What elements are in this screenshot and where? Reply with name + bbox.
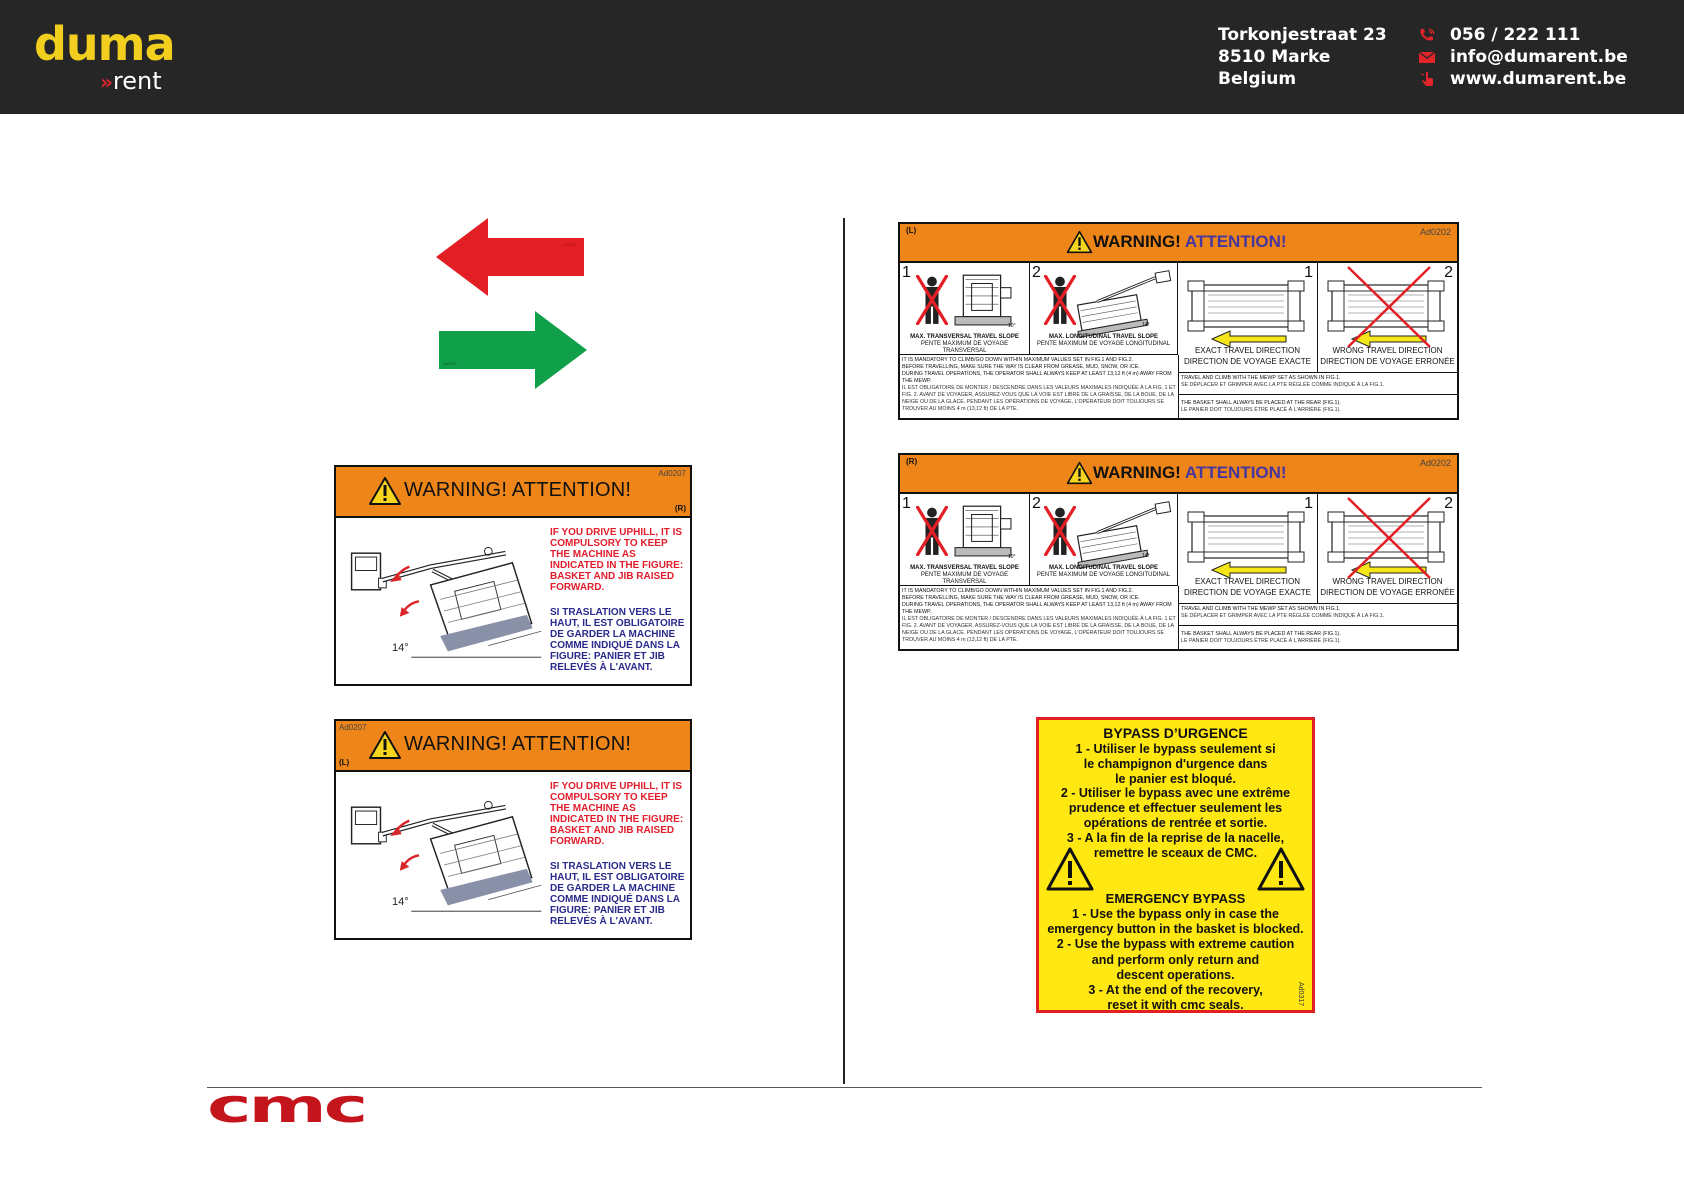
bypass-text-fr <box>1047 742 1304 860</box>
slope-angle: 14° <box>392 642 409 654</box>
decal-code: Ad0202 <box>1419 227 1451 237</box>
bypass-title-fr: BYPASS D’URGENCE <box>1103 725 1248 741</box>
decal-side: (R) <box>906 457 918 466</box>
logo-primary: duma <box>34 17 175 71</box>
phone-icon <box>1418 27 1436 43</box>
bypass-line: 3 - A la fin de la reprise de la nacelle, <box>1066 830 1285 845</box>
decal-title <box>1093 463 1287 483</box>
panel-caption-fr: DIRECTION DE VOYAGE EXACTE <box>1184 588 1311 597</box>
panel-number: 1 <box>902 264 911 281</box>
panel-number: 2 <box>1444 495 1453 512</box>
panel-caption-en: WRONG TRAVEL DIRECTION <box>1332 346 1443 355</box>
bypass-line: descent operations. <box>1116 967 1235 982</box>
slope-angle: 14° <box>1142 553 1150 559</box>
instruction-line-fr: IL EST OBLIGATOIRE DE MONTER / DESCENDRE DANS LES VALEURS MAXIMALES INDIQUÉE À LA FIG. 1 ET FIG. 2. AVANT DE VOYAGER, ASSUREZ-VOUS QUE LA VOIE EST LIBRE DE LA GRAISSE, DE LA BOUE, DE LA NEIGE OU DE LA GLACE. PENDANT LES OPÉRATIONS DE VOYAGE, L'OPÉRATEUR DOIT TOUJOURS SE TROUVER AU MOINS 4 m (13,12 ft) DE LA PTE. <box>902 616 1176 643</box>
travel-note-2 <box>1181 631 1453 645</box>
decal-code: Ad0207 <box>339 723 367 732</box>
panel-transversal-slope <box>900 263 1030 355</box>
decal-text-fr: SI TRASLATION VERS LE HAUT, IL EST OBLIGATOIRE DE GARDER LA MACHINE COMME INDIQUÉ DANS LA FIGURE: PANIER ET JIB RELEVÉS À L'AVANT. <box>550 607 685 673</box>
man-crossed-icon <box>916 275 948 325</box>
panel-transversal-slope <box>900 494 1030 586</box>
travel-instructions <box>902 357 1176 413</box>
note-line-en: TRAVEL AND CLIMB WITH THE MEWP SET AS SHOWN IN FIG.1. <box>1181 606 1341 612</box>
decal-header <box>336 467 690 518</box>
instruction-line: IT IS MANDATORY TO CLIMB/GO DOWN WITHIN MAXIMUM VALUES SET IN FIG.1 AND FIG.2. <box>902 357 1134 363</box>
slope-angle: 14° <box>1142 322 1150 328</box>
bypass-text-en <box>1039 907 1312 1013</box>
panel-caption-en: MAX. TRANSVERSAL TRAVEL SLOPE <box>910 334 1019 340</box>
slope-angle: 10° <box>1008 554 1016 560</box>
panel-exact-direction <box>1178 494 1318 604</box>
panel-wrong-direction <box>1318 263 1457 373</box>
address-city: 8510 Marke <box>1218 47 1331 67</box>
emergency-bypass-decal <box>1036 717 1315 1013</box>
logo-mark: » <box>100 70 113 94</box>
decal-body <box>336 518 690 684</box>
slope-angle: 14° <box>392 896 409 908</box>
panel-caption-fr: DIRECTION DE VOYAGE EXACTE <box>1184 357 1311 366</box>
warning-triangle-icon <box>1066 461 1093 485</box>
bypass-line: reset it with cmc seals. <box>1107 998 1244 1013</box>
decal-title-en: WARNING! <box>1093 232 1181 251</box>
decal-title: WARNING! ATTENTION! <box>404 479 632 501</box>
travel-instructions <box>902 588 1176 644</box>
contact-email-text[interactable]: info@dumarent.be <box>1450 47 1628 67</box>
red-arrow-left <box>434 216 586 298</box>
cross-out-icon <box>1344 496 1434 580</box>
contact-phone-text: 056 / 222 111 <box>1450 25 1581 45</box>
panel-wrong-direction <box>1318 494 1457 604</box>
slope-angle: 10° <box>1008 323 1016 329</box>
instruction-line: BEFORE TRAVELLING, MAKE SURE THE WAY IS CLEAR FROM GREASE, MUD, SNOW, OR ICE. <box>902 595 1140 601</box>
uphill-warning-decal-right <box>334 465 692 686</box>
divider <box>1178 355 1179 418</box>
panel-caption-fr: PENTE MAXIMUM DE VOYAGE TRANSVERSAL <box>920 341 1009 354</box>
bypass-line: 1 - Use the bypass only in case the <box>1071 907 1280 921</box>
envelope-icon <box>1418 49 1436 65</box>
decal-title-en: WARNING! <box>1093 463 1181 482</box>
note-line-fr: LE PANIER DOIT TOUJOURS ÊTRE PLACÉ À L'ARRIÈRE (FIG.1). <box>1181 407 1341 413</box>
bypass-line: le champignon d'urgence dans <box>1083 756 1268 771</box>
travel-warning-decal-left <box>898 222 1459 420</box>
bypass-code: Ad0317 <box>1297 982 1304 1007</box>
instruction-line: IT IS MANDATORY TO CLIMB/GO DOWN WITHIN MAXIMUM VALUES SET IN FIG.1 AND FIG.2. <box>902 588 1134 594</box>
machine-side-illustration <box>1066 497 1178 573</box>
note-line-en: THE BASKET SHALL ALWAYS BE PLACED AT THE REAR (FIG.1). <box>1181 631 1341 637</box>
address-country: Belgium <box>1218 69 1297 89</box>
decal-code: Ad0207 <box>658 469 686 478</box>
travel-warning-decal-right <box>898 453 1459 651</box>
panel-number: 2 <box>1032 495 1041 512</box>
column-divider <box>843 218 845 1084</box>
decal-side: (R) <box>674 504 686 513</box>
warning-triangle-icon <box>368 476 402 506</box>
panel-longitudinal-slope <box>1030 263 1178 355</box>
warning-triangle-icon <box>1045 846 1095 892</box>
panel-caption-fr: PENTE MAXIMUM DE VOYAGE LONGITUDINAL <box>1036 572 1171 578</box>
panel-longitudinal-slope <box>1030 494 1178 586</box>
bypass-line: 2 - Utiliser le bypass avec une extrême <box>1060 786 1291 801</box>
cmc-logo-text: cmc <box>207 1088 365 1124</box>
panel-caption-en: MAX. TRANSVERSAL TRAVEL SLOPE <box>910 565 1019 571</box>
panel-caption-en: EXACT TRAVEL DIRECTION <box>1194 346 1301 355</box>
decal-body <box>336 772 690 938</box>
bypass-line: remettre le sceaux de CMC. <box>1093 845 1258 860</box>
panel-number: 1 <box>1304 264 1313 281</box>
travel-note-2 <box>1181 400 1453 414</box>
travel-note-1 <box>1181 606 1453 620</box>
decal-side: (L) <box>339 758 350 767</box>
bypass-title-en: EMERGENCY BYPASS <box>1105 891 1246 906</box>
decal-code: Ad0202 <box>1419 458 1451 468</box>
green-arrow-right <box>437 309 589 391</box>
red-arrow-code: Ad0002 <box>562 242 576 247</box>
machine-front-illustration <box>950 500 1016 558</box>
panel-caption-en: MAX. LONGITUDINAL TRAVEL SLOPE <box>1048 334 1158 340</box>
green-arrow-code: Ad0001 <box>443 361 457 366</box>
note-line-en: TRAVEL AND CLIMB WITH THE MEWP SET AS SHOWN IN FIG.1. <box>1181 375 1341 381</box>
contact-website-text[interactable]: www.dumarent.be <box>1450 69 1627 89</box>
warning-triangle-icon <box>1256 846 1306 892</box>
uphill-warning-decal-left <box>334 719 692 940</box>
decal-header <box>900 455 1457 494</box>
man-crossed-icon <box>916 506 948 556</box>
note-line-en: THE BASKET SHALL ALWAYS BE PLACED AT THE REAR (FIG.1). <box>1181 400 1341 406</box>
decal-title: WARNING! ATTENTION! <box>404 733 632 755</box>
machine-front-illustration <box>950 269 1016 327</box>
panel-number: 1 <box>902 495 911 512</box>
cross-out-icon <box>1344 265 1434 349</box>
note-line-fr: SE DÉPLACER ET GRIMPER AVEC LA PTE RÉGLÉE COMME INDIQUÉ À LA FIG.1. <box>1181 382 1385 388</box>
pointer-icon <box>1418 71 1436 87</box>
uphill-machine-illustration <box>340 786 550 916</box>
bypass-line: and perform only return and <box>1091 952 1260 967</box>
panel-caption-en: MAX. LONGITUDINAL TRAVEL SLOPE <box>1048 565 1158 571</box>
warning-triangle-icon <box>368 730 402 760</box>
bypass-line: 1 - Utiliser le bypass seulement si <box>1075 742 1276 756</box>
panel-number: 2 <box>1032 264 1041 281</box>
duma-rent-logo <box>34 17 184 95</box>
bypass-line: 2 - Use the bypass with extreme caution <box>1056 937 1295 952</box>
cmc-logo <box>207 1088 367 1124</box>
machine-top-illustration <box>1186 277 1306 349</box>
panel-caption-fr: PENTE MAXIMUM DE VOYAGE TRANSVERSAL <box>920 572 1009 585</box>
address-street: Torkonjestraat 23 <box>1218 25 1387 45</box>
panel-caption-fr: DIRECTION DE VOYAGE ERRONÉE <box>1320 357 1455 366</box>
bypass-line: emergency button in the basket is blocked. <box>1047 922 1304 937</box>
instruction-line: DURING TRAVEL OPERATIONS, THE OPERATOR SHALL ALWAYS KEEP AT LEAST 13,12 ft (4 m) AWAY FROM THE MEWP. <box>902 602 1172 615</box>
divider <box>1178 586 1179 649</box>
warning-triangle-icon <box>1066 230 1093 254</box>
instruction-line: BEFORE TRAVELLING, MAKE SURE THE WAY IS CLEAR FROM GREASE, MUD, SNOW, OR ICE. <box>902 364 1140 370</box>
decal-title <box>1093 232 1287 252</box>
instruction-line-fr: IL EST OBLIGATOIRE DE MONTER / DESCENDRE DANS LES VALEURS MAXIMALES INDIQUÉE À LA FIG. 1 ET FIG. 2. AVANT DE VOYAGER, ASSUREZ-VOUS QUE LA VOIE EST LIBRE DE LA GRAISSE, DE LA BOUE, DE LA NEIGE OU DE LA GLACE. PENDANT LES OPÉRATIONS DE VOYAGE, L'OPÉRATEUR DOIT TOUJOURS SE TROUVER AU MOINS 4 m (13,12 ft) DE LA PTE. <box>902 385 1176 412</box>
panel-caption-fr: DIRECTION DE VOYAGE ERRONÉE <box>1320 588 1455 597</box>
bypass-line: prudence et effectuer seulement les <box>1068 801 1283 816</box>
decal-side: (L) <box>906 226 917 235</box>
logo-secondary-wrap <box>100 68 162 95</box>
decal-text-fr: SI TRASLATION VERS LE HAUT, IL EST OBLIGATOIRE DE GARDER LA MACHINE COMME INDIQUÉ DANS LA FIGURE: PANIER ET JIB RELEVÉS À L'AVANT. <box>550 861 685 927</box>
bypass-line: 3 - At the end of the recovery, <box>1088 983 1263 998</box>
panel-caption-en: WRONG TRAVEL DIRECTION <box>1332 577 1443 586</box>
bypass-line: le panier est bloqué. <box>1115 771 1236 786</box>
decal-header <box>900 224 1457 263</box>
decal-title-fr: ATTENTION! <box>1184 232 1287 251</box>
logo-secondary: rent <box>112 67 162 95</box>
decal-text-en: IF YOU DRIVE UPHILL, IT IS COMPULSORY TO KEEP THE MACHINE AS INDICATED IN THE FIGURE: BASKET AND JIB RAISED FORWARD. <box>550 781 684 847</box>
panel-caption-fr: PENTE MAXIMUM DE VOYAGE LONGITUDINAL <box>1036 341 1171 347</box>
decal-text-en: IF YOU DRIVE UPHILL, IT IS COMPULSORY TO KEEP THE MACHINE AS INDICATED IN THE FIGURE: BASKET AND JIB RAISED FORWARD. <box>550 527 684 593</box>
travel-note-1 <box>1181 375 1453 389</box>
divider <box>1178 394 1457 395</box>
bypass-line: opérations de rentrée et sortie. <box>1083 815 1268 830</box>
note-line-fr: SE DÉPLACER ET GRIMPER AVEC LA PTE RÉGLÉE COMME INDIQUÉ À LA FIG.1. <box>1181 613 1385 619</box>
machine-side-illustration <box>1066 266 1178 342</box>
panel-number: 2 <box>1444 264 1453 281</box>
page-header <box>0 0 1684 114</box>
footer-divider <box>207 1087 1482 1088</box>
panel-caption-en: EXACT TRAVEL DIRECTION <box>1194 577 1301 586</box>
uphill-machine-illustration <box>340 532 550 662</box>
decal-header <box>336 721 690 772</box>
panel-exact-direction <box>1178 263 1318 373</box>
divider <box>1178 625 1457 626</box>
panel-number: 1 <box>1304 495 1313 512</box>
company-address <box>1218 24 1387 90</box>
decal-title-fr: ATTENTION! <box>1184 463 1287 482</box>
note-line-fr: LE PANIER DOIT TOUJOURS ÊTRE PLACÉ À L'ARRIÈRE (FIG.1). <box>1181 638 1341 644</box>
machine-top-illustration <box>1186 508 1306 580</box>
instruction-line: DURING TRAVEL OPERATIONS, THE OPERATOR SHALL ALWAYS KEEP AT LEAST 13,12 ft (4 m) AWAY FROM THE MEWP. <box>902 371 1172 384</box>
